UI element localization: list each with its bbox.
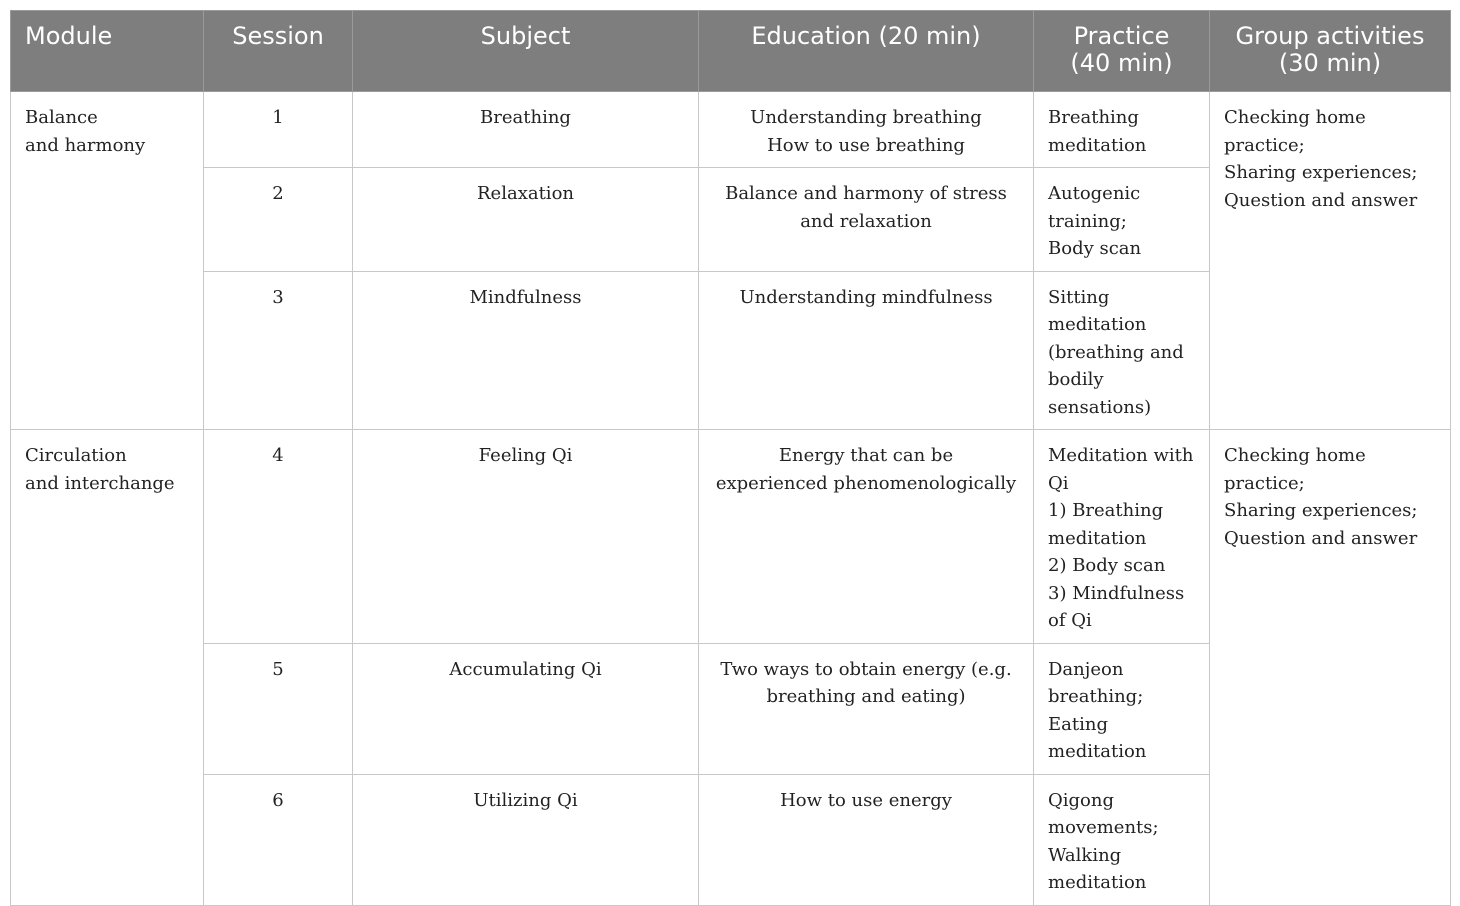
practice-line: 2) Body scan [1048,555,1166,576]
program-table [10,10,1451,906]
practice-line: meditation [1048,527,1147,549]
education-cell [699,430,1034,644]
practice-line: Walking [1048,844,1122,866]
practice-cell [1034,774,1210,905]
subject-cell: Utilizing Qi [353,774,699,905]
session-number: 1 [204,92,353,168]
session-number: 5 [204,643,353,774]
practice-cell [1034,92,1210,168]
practice-cell [1034,643,1210,774]
practice-line: of Qi [1048,610,1092,631]
header-session: Session [204,11,353,92]
practice-cell [1034,168,1210,272]
header-subject: Subject [353,11,699,92]
practice-line: Breathing [1048,107,1139,128]
group-activity-line: Question and answer [1224,527,1418,549]
education-line: Understanding mindfulness [739,286,993,308]
subject-cell: Feeling Qi [353,430,699,644]
group-activity-line: Sharing experiences; [1224,162,1418,183]
header-practice-line: (40 min) [1070,49,1173,77]
practice-line: Autogenic [1048,183,1141,204]
education-line: Balance and harmony of stress [725,183,1007,204]
education-line: breathing and eating) [766,686,966,707]
education-line: How to use breathing [767,134,965,156]
practice-line: Danjeon [1048,658,1124,680]
group-activities-cell [1210,430,1451,906]
education-cell [699,643,1034,774]
practice-line: Body scan [1048,238,1142,259]
education-cell [699,774,1034,905]
practice-line: breathing; [1048,686,1144,707]
subject-cell: Relaxation [353,168,699,272]
education-line: and relaxation [800,210,932,232]
practice-line: Sitting meditation [1048,286,1147,335]
module-cell [11,92,204,430]
module-name-line: Balance [25,107,98,128]
header-group-line: Group activities [1235,22,1425,50]
header-row [11,11,1451,92]
group-activity-line: Question and answer [1224,189,1418,211]
education-line: Energy that can be [778,445,954,466]
group-activity-line: Checking home practice; [1224,445,1366,494]
education-line: experienced phenomenologically [715,472,1017,494]
table-row [11,430,1451,644]
practice-line: bodily sensations) [1048,369,1152,418]
practice-line: 1) Breathing [1048,500,1164,521]
session-number: 4 [204,430,353,644]
education-cell [699,168,1034,272]
practice-line: Qi [1048,472,1069,494]
module-name-line: and harmony [25,134,146,156]
subject-cell: Accumulating Qi [353,643,699,774]
subject-cell: Breathing [353,92,699,168]
education-cell [699,92,1034,168]
practice-cell [1034,430,1210,644]
education-line: Two ways to obtain energy (e.g. [720,658,1012,680]
group-activities-cell [1210,92,1451,430]
subject-cell: Mindfulness [353,271,699,430]
header-group-line: (30 min) [1278,49,1382,77]
practice-line: 3) Mindfulness [1048,582,1185,604]
module-cell [11,430,204,906]
practice-line: Meditation with [1048,445,1194,466]
session-number: 2 [204,168,353,272]
table-row [11,92,1451,168]
group-activity-line: Sharing experiences; [1224,500,1418,521]
education-line: How to use energy [780,789,952,811]
practice-cell [1034,271,1210,430]
group-activity-line: Checking home practice; [1224,107,1366,156]
education-line: Understanding breathing [750,107,982,128]
practice-line: Eating meditation [1048,713,1147,762]
header-practice-line: Practice [1073,22,1170,50]
module-name-line: Circulation [25,445,127,466]
practice-line: meditation [1048,134,1147,156]
header-group-activities [1210,11,1451,92]
module-name-line: and interchange [25,472,175,494]
practice-line: movements; [1048,817,1159,838]
header-education: Education (20 min) [699,11,1034,92]
practice-line: Qigong [1048,789,1114,811]
session-number: 6 [204,774,353,905]
header-practice [1034,11,1210,92]
practice-line: meditation [1048,872,1147,893]
session-number: 3 [204,271,353,430]
education-cell [699,271,1034,430]
practice-line: training; [1048,210,1127,232]
header-module: Module [11,11,204,92]
practice-line: (breathing and [1048,341,1184,363]
